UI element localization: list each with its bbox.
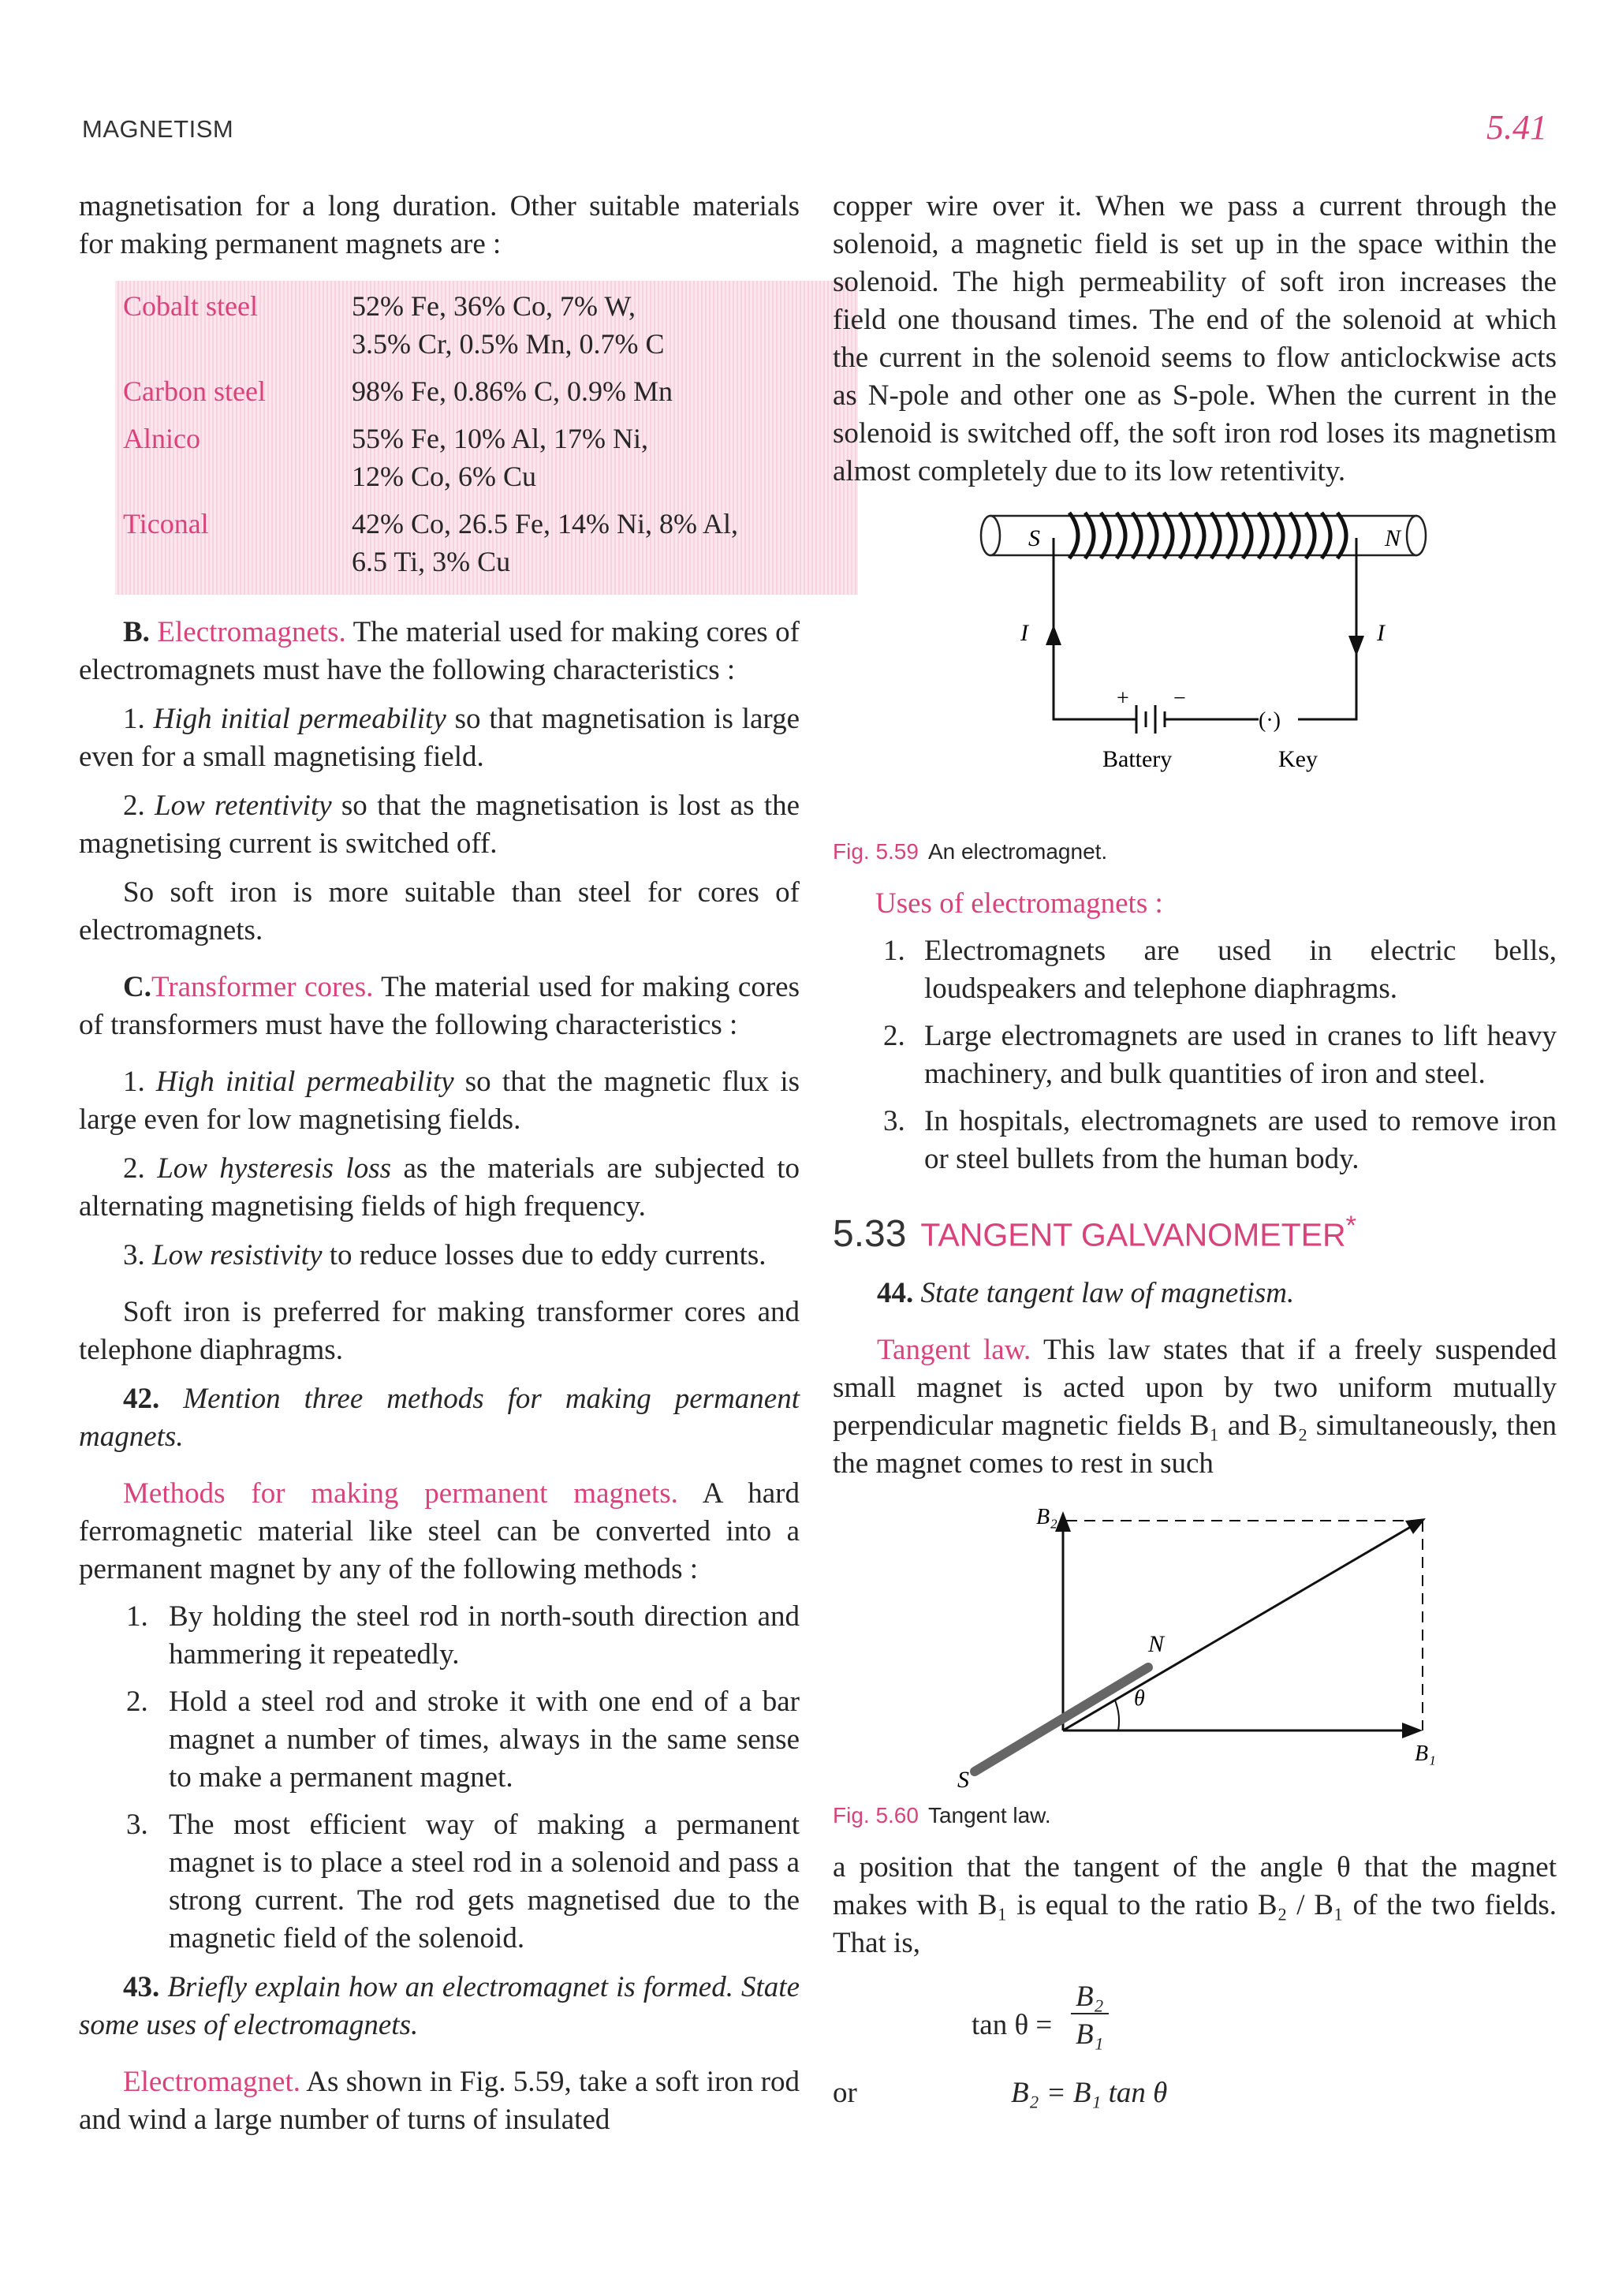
emphasis: Low retentivity xyxy=(155,790,332,822)
right-column xyxy=(833,188,1557,2107)
running-header: MAGNETISM xyxy=(82,115,234,143)
current-arrow-up xyxy=(1046,625,1061,645)
formula-numerator: B₂ xyxy=(1076,1980,1104,2013)
list-item: 3. In hospitals, electromagnets are used to remove iron or steel bullets from the human body. xyxy=(883,1105,1557,1175)
uses-list xyxy=(833,932,1557,1178)
after-figure-paragraph: a position that the tangent of the angle θ that the magnet makes with B₁ is equal to the ratio B₂ / B₁ of the two fields. That is, xyxy=(833,1850,1557,1959)
theta-label: θ xyxy=(1134,1686,1145,1711)
list-paragraph: 1. High initial permeability so that the magnetic flux is large even for low magnetising fields. xyxy=(79,1066,800,1136)
emphasis: High initial permeability xyxy=(155,1066,454,1098)
section-heading xyxy=(833,1205,1557,1256)
plus-sign: + xyxy=(1117,686,1129,711)
s-pole-label: S xyxy=(1028,525,1040,551)
list-paragraph: 2. Low hysteresis loss as the materials are subjected to alternating magnetising fields of high frequency. xyxy=(79,1152,800,1223)
battery-symbol xyxy=(1125,705,1172,734)
answer-heading: Methods for making permanent magnets. xyxy=(123,1477,678,1510)
body-text: This law states that if a freely suspended small magnet is acted upon by two uniform mutually perpendicular magnetic fields B₁ and B₂ simultaneously, then the magnet comes to rest in such xyxy=(833,1333,1557,1480)
question-text: Mention three methods for making permanent magnets. xyxy=(79,1383,800,1453)
heading-text: Uses of electromagnets : xyxy=(875,887,1163,920)
list-paragraph: 3. Low resistivity to reduce losses due to eddy currents. xyxy=(123,1239,766,1271)
question-number: 42. xyxy=(123,1383,160,1415)
formula-denominator: B₁ xyxy=(1076,2018,1104,2051)
n-pole-label: N xyxy=(1148,1630,1165,1657)
body-text: to reduce losses due to eddy currents. xyxy=(322,1239,766,1271)
composition-line: 98% Fe, 0.86% C, 0.9% Mn xyxy=(352,375,673,407)
body-text: The material used for making cores of transformers must have the following characteristics : xyxy=(79,971,800,1041)
list-paragraph: 1. High initial permeability so that magnetisation is large even for a small magnetising field. xyxy=(79,703,800,773)
figure-caption xyxy=(833,838,1557,866)
magnet-needle xyxy=(975,1667,1148,1771)
alloy-row xyxy=(115,372,858,420)
list-item-text: Hold a steel rod and stroke it with one end of a bar magnet a number of times, always in the same sense to make a permanent magnet. xyxy=(169,1686,800,1794)
composition-line: 42% Co, 26.5 Fe, 14% Ni, 8% Al, xyxy=(352,508,738,539)
s-pole-label: S xyxy=(957,1766,969,1793)
electromagnet-paragraph xyxy=(79,2063,800,2139)
question-43 xyxy=(79,1969,800,2044)
tangent-law-paragraph xyxy=(833,1331,1557,1483)
subsection-letter: C. xyxy=(123,971,151,1003)
emphasis: Low hysteresis loss xyxy=(157,1152,391,1185)
question-42 xyxy=(79,1380,800,1456)
alloy-name: Carbon steel xyxy=(123,375,266,407)
alloy-row xyxy=(115,287,858,372)
body-text: A hard ferromagnetic material like steel can be converted into a permanent magnet by any of the following methods : xyxy=(79,1477,800,1585)
composition-line: 52% Fe, 36% Co, 7% W, xyxy=(352,290,636,322)
body-text: so that the magnetisation is lost as the magnetising current is switched off. xyxy=(79,790,800,860)
resultant-line xyxy=(1063,1525,1413,1730)
alloy-name: Alnico xyxy=(123,423,200,454)
list-item: 3. The most efficient way of making a permanent magnet is to place a steel rod in a solenoid and pass a strong current. The rod gets magnetised due to the magnetic field of the solenoid. xyxy=(126,1809,800,1954)
current-label: I xyxy=(1020,620,1028,646)
list-item-text: The most efficient way of making a permanent magnet is to place a steel rod in a solenoid and pass a strong current. The rod gets magnetised due to the magnetic field of the solenoid. xyxy=(169,1809,800,1954)
caption-text: Tangent law. xyxy=(927,1802,1051,1827)
b1-label: B₁ xyxy=(1415,1741,1436,1766)
current-arrow-down xyxy=(1348,636,1364,656)
b2-label: B₂ xyxy=(1036,1504,1057,1529)
question-number: 43. xyxy=(123,1971,160,2003)
electromagnets-paragraph xyxy=(79,614,800,689)
uses-heading xyxy=(875,885,1557,923)
body-text: so that magnetisation is large even for a small magnetising field. xyxy=(79,703,800,773)
minus-sign: − xyxy=(1173,686,1186,711)
list-item-text: In hospitals, electromagnets are used to remove iron or steel bullets from the human body. xyxy=(924,1105,1557,1175)
battery-label: Battery xyxy=(1102,746,1173,772)
formula-lhs: tan θ = xyxy=(972,2008,1053,2041)
composition-line: 6.5 Ti, 3% Cu xyxy=(352,546,511,577)
list-item-text: Large electromagnets are used in cranes to lift heavy machinery, and bulk quantities of iron and steel. xyxy=(924,1020,1557,1090)
figure-number: Fig. 5.60 xyxy=(833,1802,919,1827)
key-symbol: (·) xyxy=(1259,708,1281,733)
emphasis: High initial permeability xyxy=(153,703,446,735)
transformer-paragraph xyxy=(79,969,800,1044)
list-item-text: Electromagnets are used in electric bells, loudspeakers and telephone diaphragms. xyxy=(924,935,1557,1005)
section-title: TANGENT GALVANOMETER xyxy=(920,1216,1346,1253)
rod-end xyxy=(981,516,1000,555)
electromagnet-figure xyxy=(833,498,1557,830)
rod-end xyxy=(1407,516,1426,555)
body-text: As shown in Fig. 5.59, take a soft iron rod and wind a large number of turns of insulated xyxy=(79,2066,800,2136)
subsection-letter: B. xyxy=(123,616,150,648)
composition-line: 3.5% Cr, 0.5% Mn, 0.7% C xyxy=(352,328,665,360)
caption-text: An electromagnet. xyxy=(927,839,1108,864)
question-text: Briefly explain how an electromagnet is formed. State some uses of electromagnets. xyxy=(79,1971,800,2041)
page-number: 5.41 xyxy=(1486,108,1547,147)
subsection-heading: Electromagnets. xyxy=(157,616,346,648)
n-pole-label: N xyxy=(1385,525,1401,551)
composition-line: 55% Fe, 10% Al, 17% Ni, xyxy=(352,423,648,454)
footnote-mark: * xyxy=(1345,1211,1356,1241)
figure-number: Fig. 5.59 xyxy=(833,839,919,864)
alloy-row xyxy=(115,420,858,505)
answer-heading: Tangent law. xyxy=(877,1333,1031,1366)
tangent-law-figure xyxy=(833,1494,1557,1794)
section-number: 5.33 xyxy=(833,1212,907,1255)
fraction-bar xyxy=(1071,2013,1109,2014)
current-label: I xyxy=(1377,620,1385,646)
body-text: so that the magnetic flux is large even for low magnetising fields. xyxy=(79,1066,800,1136)
composition-line: 12% Co, 6% Cu xyxy=(352,461,536,492)
alloy-composition xyxy=(352,287,858,363)
or-word: or xyxy=(833,2076,857,2109)
list-item-text: By holding the steel rod in north-south direction and hammering it repeatedly. xyxy=(169,1600,800,1671)
body-text: The material used for making cores of electromagnets must have the following characteristics : xyxy=(79,616,800,686)
body-text: as the materials are subjected to alternating magnetising fields of high frequency. xyxy=(79,1152,800,1223)
list-item: 2. Large electromagnets are used in cranes to lift heavy machinery, and bulk quantities of iron and steel. xyxy=(883,1020,1557,1090)
methods-list xyxy=(79,1598,800,1958)
figure-caption xyxy=(833,1801,1557,1830)
subsection-heading: Transformer cores. xyxy=(151,971,374,1003)
body-paragraph: Soft iron is preferred for making transformer cores and telephone diaphragms. xyxy=(79,1296,800,1366)
alloy-composition xyxy=(352,372,858,410)
alloy-name: Cobalt steel xyxy=(123,290,258,322)
key-label: Key xyxy=(1278,746,1318,772)
alloy-row xyxy=(115,505,858,590)
list-item: 1. Electromagnets are used in electric bells, loudspeakers and telephone diaphragms. xyxy=(883,935,1557,1005)
answer-heading: Electromagnet. xyxy=(123,2066,300,2098)
wire xyxy=(1054,538,1125,719)
b1-arrowhead xyxy=(1402,1723,1423,1738)
alloy-table xyxy=(115,281,858,595)
alloy-name: Ticonal xyxy=(123,508,209,539)
wire xyxy=(1298,538,1356,719)
left-column xyxy=(79,188,800,2139)
question-number: 44. xyxy=(877,1276,914,1309)
formula-2: B₂ = B₁ tan θ xyxy=(1011,2076,1168,2109)
list-paragraph: 2. Low retentivity so that the magnetisation is lost as the magnetising current is switched off. xyxy=(79,790,800,860)
question-44 xyxy=(833,1275,1557,1312)
question-text: State tangent law of magnetism. xyxy=(920,1276,1295,1309)
alloy-composition xyxy=(352,420,858,495)
intro-paragraph: magnetisation for a long duration. Other suitable materials for making permanent magnets are : xyxy=(79,190,800,260)
emphasis: Low resistivity xyxy=(152,1239,323,1271)
formula-block xyxy=(833,1973,1557,2107)
list-item: 1. By holding the steel rod in north-south direction and hammering it repeatedly. xyxy=(126,1600,800,1671)
alloy-composition xyxy=(352,505,858,581)
continued-paragraph: copper wire over it. When we pass a current through the solenoid, a magnetic field is set up in the space within the solenoid. The high permeability of soft iron increases the field one thousand times. The end of the solenoid at which the current in the solenoid seems to flow anticlockwise acts as N-pole and other one as S-pole. When the current in the solenoid is switched off, the soft iron rod loses its magnetism almost completely due to its low retentivity. xyxy=(833,190,1557,487)
methods-paragraph xyxy=(79,1475,800,1589)
angle-arc xyxy=(1115,1701,1119,1730)
body-paragraph: So soft iron is more suitable than steel for cores of electromagnets. xyxy=(79,876,800,946)
list-item: 2. Hold a steel rod and stroke it with one end of a bar magnet a number of times, always in the same sense to make a permanent magnet. xyxy=(126,1686,800,1794)
